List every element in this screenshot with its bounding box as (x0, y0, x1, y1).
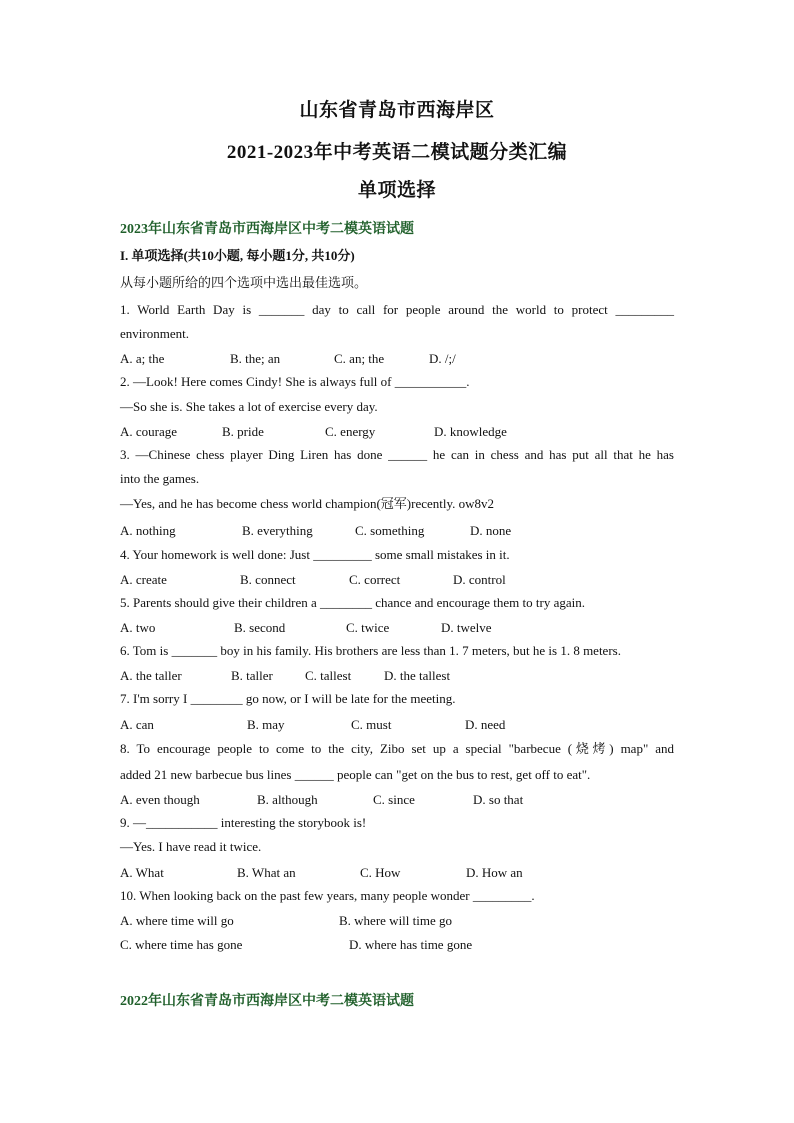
option-b: B. connect (240, 572, 296, 587)
option-c: C. must (351, 717, 392, 732)
question-7-line-1: 7. I'm sorry I ________ go now, or I will be late for the meeting. (120, 691, 456, 706)
option-a: A. two (120, 620, 156, 635)
option-c: C. How (360, 865, 401, 880)
option-d: D. none (470, 523, 512, 538)
question-3-line-1: 3. —Chinese chess player Ding Liren has done ______ he can in chess and has put all that he has (120, 447, 674, 462)
question-10-line-1: 10. When looking back on the past few years, many people wonder _________. (120, 888, 535, 903)
option-a: A. a; the (120, 351, 165, 366)
question-5-line-1: 5. Parents should give their children a ________ chance and encourage them to try again. (120, 595, 585, 610)
question-9-line-2: —Yes. I have read it twice. (120, 839, 262, 854)
option-b: B. although (257, 792, 318, 807)
option-a: A. where time will go (120, 913, 234, 928)
part-title: I. 单项选择(共10小题, 每小题1分, 共10分) (120, 248, 355, 263)
question-6-line-1: 6. Tom is _______ boy in his family. His brothers are less than 1. 7 meters, but he is 1. 8 meters. (120, 643, 621, 658)
option-c: C. something (355, 523, 425, 538)
question-9-options (120, 865, 680, 879)
question-5-options (120, 620, 680, 634)
option-d: D. the tallest (384, 668, 451, 683)
option-c: C. tallest (305, 668, 352, 683)
question-1-line-2: environment. (120, 326, 189, 341)
option-d: D. knowledge (434, 424, 507, 439)
option-b: B. What an (237, 865, 296, 880)
question-8-options (120, 792, 680, 806)
option-c: C. where time has gone (120, 937, 243, 952)
option-c: C. energy (325, 424, 376, 439)
option-d: D. /;/ (429, 351, 456, 366)
question-6-options (120, 668, 680, 682)
option-a: A. can (120, 717, 154, 732)
option-a: A. even though (120, 792, 200, 807)
doc-title-region: 山东省青岛市西海岸区 (299, 100, 495, 121)
question-9-line-1: 9. —___________ interesting the storybook is! (120, 815, 367, 830)
option-d: D. so that (473, 792, 524, 807)
question-3-line-3: —Yes, and he has become chess world champion(冠军)recently. ow8v2 (120, 496, 495, 511)
option-b: B. may (247, 717, 285, 732)
option-a: A. the taller (120, 668, 182, 683)
question-10-options-row-1 (120, 913, 680, 927)
question-10-options-row-2 (120, 937, 680, 951)
question-2-line-2: —So she is. She takes a lot of exercise every day. (120, 399, 378, 414)
option-a: A. nothing (120, 523, 176, 538)
option-d: D. twelve (441, 620, 492, 635)
question-8-line-2: added 21 new barbecue bus lines ______ people can "get on the bus to rest, get off to eat". (120, 767, 591, 782)
option-b: B. the; an (230, 351, 281, 366)
option-b: B. second (234, 620, 286, 635)
question-3-line-2: into the games. (120, 471, 200, 486)
question-1-line-1: 1. World Earth Day is _______ day to call for people around the world to protect _________ (120, 302, 674, 317)
option-d: D. where has time gone (349, 937, 473, 952)
option-a: A. courage (120, 424, 178, 439)
question-2-line-1: 2. —Look! Here comes Cindy! She is always full of ___________. (120, 374, 470, 389)
option-c: C. twice (346, 620, 390, 635)
option-a: A. What (120, 865, 164, 880)
section-heading-2023: 2023年山东省青岛市西海岸区中考二模英语试题 (120, 222, 414, 237)
option-a: A. create (120, 572, 167, 587)
option-d: D. need (465, 717, 506, 732)
question-4-options (120, 572, 680, 586)
instruction: 从每小题所给的四个选项中选出最佳选项。 (120, 275, 368, 290)
option-d: D. How an (466, 865, 523, 880)
section-heading-2022: 2022年山东省青岛市西海岸区中考二模英语试题 (120, 994, 414, 1009)
question-7-options (120, 717, 680, 731)
option-d: D. control (453, 572, 506, 587)
question-2-options (120, 424, 680, 438)
doc-title-main: 2021-2023年中考英语二模试题分类汇编 (226, 142, 568, 163)
option-b: B. everything (242, 523, 313, 538)
doc-title-topic: 单项选择 (357, 180, 436, 201)
option-b: B. taller (231, 668, 273, 683)
option-c: C. correct (349, 572, 401, 587)
option-c: C. an; the (334, 351, 385, 366)
question-3-options (120, 523, 680, 537)
question-8-line-1: 8. To encourage people to come to the city, Zibo set up a special "barbecue (烧烤) map" and (120, 741, 674, 756)
question-1-options (120, 351, 680, 365)
option-b: B. pride (222, 424, 264, 439)
option-c: C. since (373, 792, 415, 807)
question-4-line-1: 4. Your homework is well done: Just _________ some small mistakes in it. (120, 547, 510, 562)
option-b: B. where will time go (339, 913, 453, 928)
